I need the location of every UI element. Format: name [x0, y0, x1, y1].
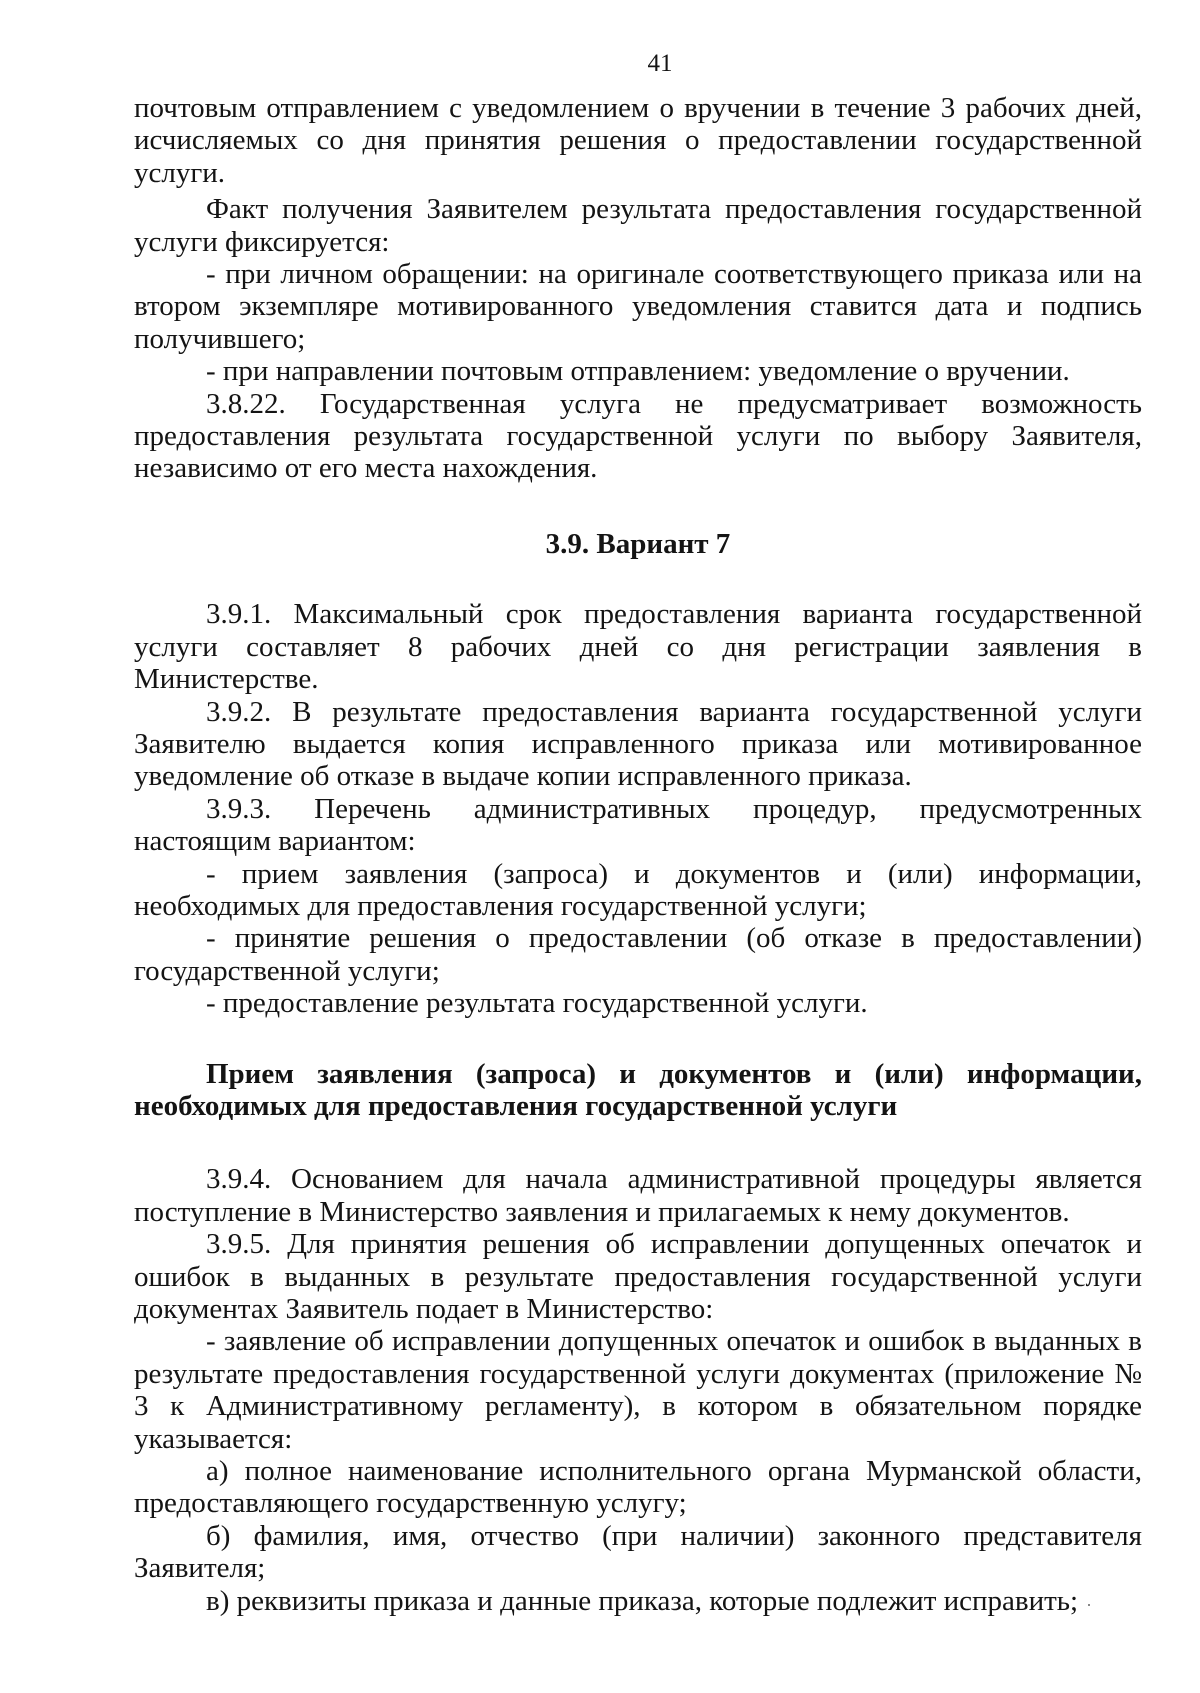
paragraph-mid-2: 3.9.3. Перечень административных процедур, предусмотренных настоящим вариантом:	[134, 792, 1142, 858]
document-body	[134, 92, 1142, 1617]
paragraph-top-4: 3.8.22. Государственная услуга не предусматривает возможность предоставления результата государственной услуги по выбору Заявителя, независимо от его места нахождения.	[134, 387, 1142, 485]
paragraph-top-2: - при личном обращении: на оригинале соответствующего приказа или на втором экземпляре мотивированного уведомления ставится дата и подпись получившего;	[134, 258, 1142, 355]
paragraph-bottom-0: 3.9.4. Основанием для начала административной процедуры является поступление в Министерство заявления и прилагаемых к нему документов.	[134, 1163, 1142, 1228]
paragraph-bottom-3: а) полное наименование исполнительного органа Мурманской области, предоставляющего государственную услугу;	[134, 1455, 1142, 1520]
paragraph-mid-4: - принятие решения о предоставлении (об отказе в предоставлении) государственной услуги;	[134, 922, 1142, 987]
paragraph-bottom-1: 3.9.5. Для принятия решения об исправлении допущенных опечаток и ошибок в выданных в результате предоставления государственной услуги документах Заявитель подает в Министерство:	[134, 1228, 1142, 1325]
paragraph-top-3: - при направлении почтовым отправлением: уведомление о вручении.	[206, 355, 1070, 388]
paragraph-mid-0: 3.9.1. Максимальный срок предоставления варианта государственной услуги составляет 8 рабочих дней со дня регистрации заявления в Министерстве.	[134, 598, 1142, 696]
subheading: Прием заявления (запроса) и документов и (или) информации, необходимых для предоставления государственной услуги	[134, 1057, 1142, 1122]
paragraph-bottom-2: - заявление об исправлении допущенных опечаток и ошибок в выданных в результате предоставления государственной услуги документах (приложение № 3 к Административному регламенту), в котором в обязательном порядке указывается:	[134, 1325, 1142, 1455]
paragraph-bottom-4: б) фамилия, имя, отчество (при наличии) законного представителя Заявителя;	[134, 1519, 1142, 1585]
paragraph-mid-3: - прием заявления (запроса) и документов и (или) информации, необходимых для предоставления государственной услуги;	[134, 857, 1142, 922]
paragraph-mid-5: - предоставление результата государственной услуги.	[206, 987, 868, 1020]
paragraph-top-0: почтовым отправлением с уведомлением о вручении в течение 3 рабочих дней, исчисляемых со дня принятия решения о предоставлении государственной услуги.	[134, 92, 1142, 189]
scan-mark	[1088, 1604, 1090, 1606]
paragraph-bottom-5: в) реквизиты приказа и данные приказа, которые подлежит исправить;	[206, 1584, 1079, 1617]
section-heading: 3.9. Вариант 7	[545, 527, 731, 560]
page-number: 41	[647, 50, 673, 77]
paragraph-mid-1: 3.9.2. В результате предоставления варианта государственной услуги Заявителю выдается копия исправленного приказа или мотивированное уведомление об отказе в выдаче копии исправленного приказа.	[134, 695, 1142, 793]
paragraph-top-1: Факт получения Заявителем результата предоставления государственной услуги фиксируется:	[134, 193, 1142, 258]
